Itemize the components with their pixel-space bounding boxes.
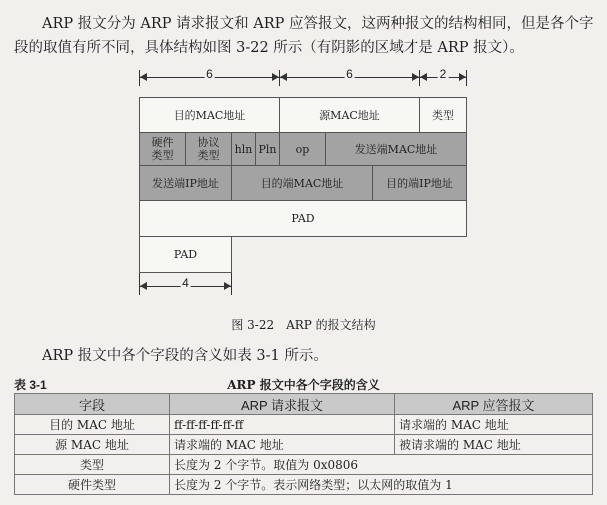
table-cell: 请求端的 MAC 地址 [170, 435, 395, 455]
table-row [15, 475, 593, 495]
field-label: 类型 [151, 149, 174, 162]
field-label: op [295, 142, 310, 156]
para-2 [14, 344, 594, 368]
dim-label: 4 [182, 276, 189, 290]
field-label: 类型 [432, 108, 454, 122]
table-cell: 源 MAC 地址 [15, 435, 170, 455]
dim-tick [231, 273, 232, 295]
table-row [15, 415, 593, 435]
intro-text: ARP 报文分为 ARP 请求报文和 ARP 应答报文，这两种报文的结构相同，但是各个字段的取值有所不同，具体结构如图 3-22 所示（有阴影的区域才是 ARP 报文）。 [14, 16, 594, 56]
table-row [15, 455, 593, 475]
table-header: ARP 请求报文 [170, 394, 395, 415]
field-target-ip [372, 165, 467, 201]
intro-paragraph [14, 12, 594, 60]
dim-label: 2 [439, 67, 447, 81]
field-label: 源MAC地址 [319, 108, 380, 122]
field-label: 目的端IP地址 [386, 176, 453, 190]
field-label: 目的端MAC地址 [260, 176, 344, 190]
dim-arrow-src-mac [280, 67, 419, 84]
dim-tick [466, 70, 467, 86]
table-title: ARP 报文中各个字段的含义 [227, 378, 380, 392]
field-label: 类型 [197, 149, 220, 162]
field-pad-full [139, 200, 467, 237]
dim-arrow-dst-mac [140, 67, 279, 84]
table-cell: 长度为 2 个字节。表示网络类型；以太网的取值为 1 [170, 475, 593, 495]
table-cell: 长度为 2 个字节。取值为 0x0806 [170, 455, 593, 475]
field-sender-mac [325, 132, 467, 166]
table-cell: 请求端的 MAC 地址 [395, 415, 593, 435]
field-label: Pln [258, 142, 277, 156]
field-label: hln [234, 142, 253, 156]
dim-label: 6 [206, 67, 213, 81]
field-pln [255, 132, 280, 166]
table-label: 表 3-1 [14, 378, 47, 392]
table-cell: 被请求端的 MAC 地址 [395, 435, 593, 455]
field-label: 发送端IP地址 [152, 176, 219, 190]
field-label: 目的MAC地址 [173, 108, 246, 122]
dim-arrow-type [420, 67, 466, 84]
table-header-row [15, 394, 593, 415]
field-hln [231, 132, 256, 166]
field-label: 硬件 [151, 136, 174, 149]
table-cell: 类型 [15, 455, 170, 475]
field-hw-type [139, 132, 186, 166]
dim-arrow-pad [140, 276, 231, 293]
field-dst-mac [139, 97, 280, 133]
field-meaning-table [14, 393, 593, 495]
field-label: PAD [173, 248, 198, 261]
figure-caption: 图 3-22 ARP 的报文结构 [231, 318, 376, 332]
table-header: ARP 应答报文 [395, 394, 593, 415]
table-header: 字段 [15, 394, 170, 415]
field-label: 发送端MAC地址 [354, 142, 438, 156]
field-op [279, 132, 326, 166]
field-src-mac [279, 97, 420, 133]
field-label: 协议 [197, 136, 220, 149]
para-2-text: ARP 报文中各个字段的含义如表 3-1 所示。 [42, 348, 328, 364]
table-cell: 目的 MAC 地址 [15, 415, 170, 435]
field-type [419, 97, 467, 133]
table-row [15, 435, 593, 455]
dim-label: 6 [346, 67, 353, 81]
field-sender-ip [139, 165, 232, 201]
field-label: PAD [291, 212, 315, 225]
field-target-mac [231, 165, 373, 201]
table-cell: ff-ff-ff-ff-ff-ff [170, 415, 395, 435]
field-proto-type [185, 132, 232, 166]
table-cell: 硬件类型 [15, 475, 170, 495]
field-pad-short [139, 236, 232, 273]
